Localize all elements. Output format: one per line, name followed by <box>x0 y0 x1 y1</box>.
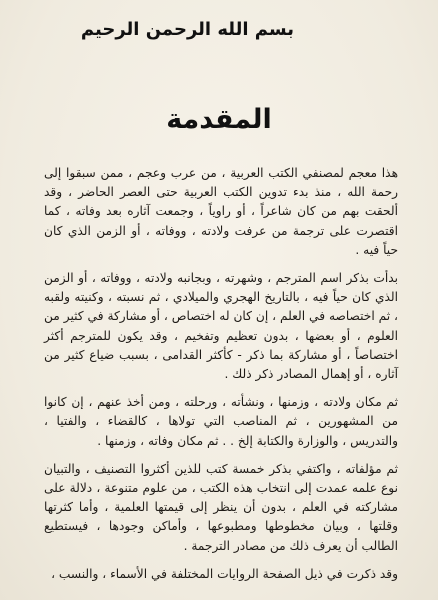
paragraph: بدأت بذكر اسم المترجم ، وشهرته ، وبجانبه ولادته ، ووفاته ، أو الزمن الذي كان حياً فيه ، بالتاريخ الهجري والميلادي ، ثم نسبته ، وكنيته ولقبه ، ثم اختصاصه في العلم ، إن كان له اختصاص ، أو مشاركة في كثير من العلوم ، أو بعضها ، بدون تعظيم وتفخيم ، وقد يكون للمترجم أكثر اختصاصاً ، أو مشاركة بما ذكر - كأكثر القدامى ، بسبب ضياع كثير من آثاره ، أو إهمال المصادر ذكر ذلك . <box>44 271 398 382</box>
paragraph: ثم مؤلفاته ، واكتفي بذكر خمسة كتب للذين أكثروا التصنيف ، والتبيان نوع علمه عمدت إلى انتخاب هذه الكتب ، من علوم متنوعة ، دلالة على مشاركته في العلم ، بدون أن ينظر إلى قيمتها العلمية ، وأما كثرتها وقلتها ، وبيان مخطوطها ومطبوعها ، وأماكن وجودها ، فيستطيع الطالب أن يعرف ذلك من مصادر الترجمة . <box>44 461 398 553</box>
paragraph: ثم مكان ولادته ، وزمنها ، ونشأته ، ورحلته ، ومن أخذ عنهم ، إن كانوا من المشهورين ، ثم المناصب التي تولاها ، كالقضاء ، والفتيا ، والتدريس ، والوزارة والكتابة إلخ . . ثم مكان وفاته ، وزمنها . <box>44 395 398 448</box>
body-text <box>44 164 398 593</box>
paragraph: وقد ذكرت في ذيل الصفحة الروايات المختلفة في الأسماء ، والنسب ، <box>51 566 398 581</box>
paragraph: هذا معجم لمصنفي الكتب العربية ، من عرب وعجم ، ممن سبقوا إلى رحمة الله ، منذ بدء تدوين الكتب العربية حتى العصر الحاضر ، وقد ألحقت بهم من كان شاعراً ، أو راوياً ، وجمعت آثاره بعد وفاته ، كما اقتصرت على ترجمة من عرفت ولادته ، ووفاته ، أو الزمن الذي كان حياً فيه . <box>44 166 398 257</box>
basmala-calligraphy: بسم الله الرحمن الرحيم <box>80 19 294 40</box>
page-title: المقدمة <box>166 104 272 135</box>
basmala-header <box>80 14 294 46</box>
